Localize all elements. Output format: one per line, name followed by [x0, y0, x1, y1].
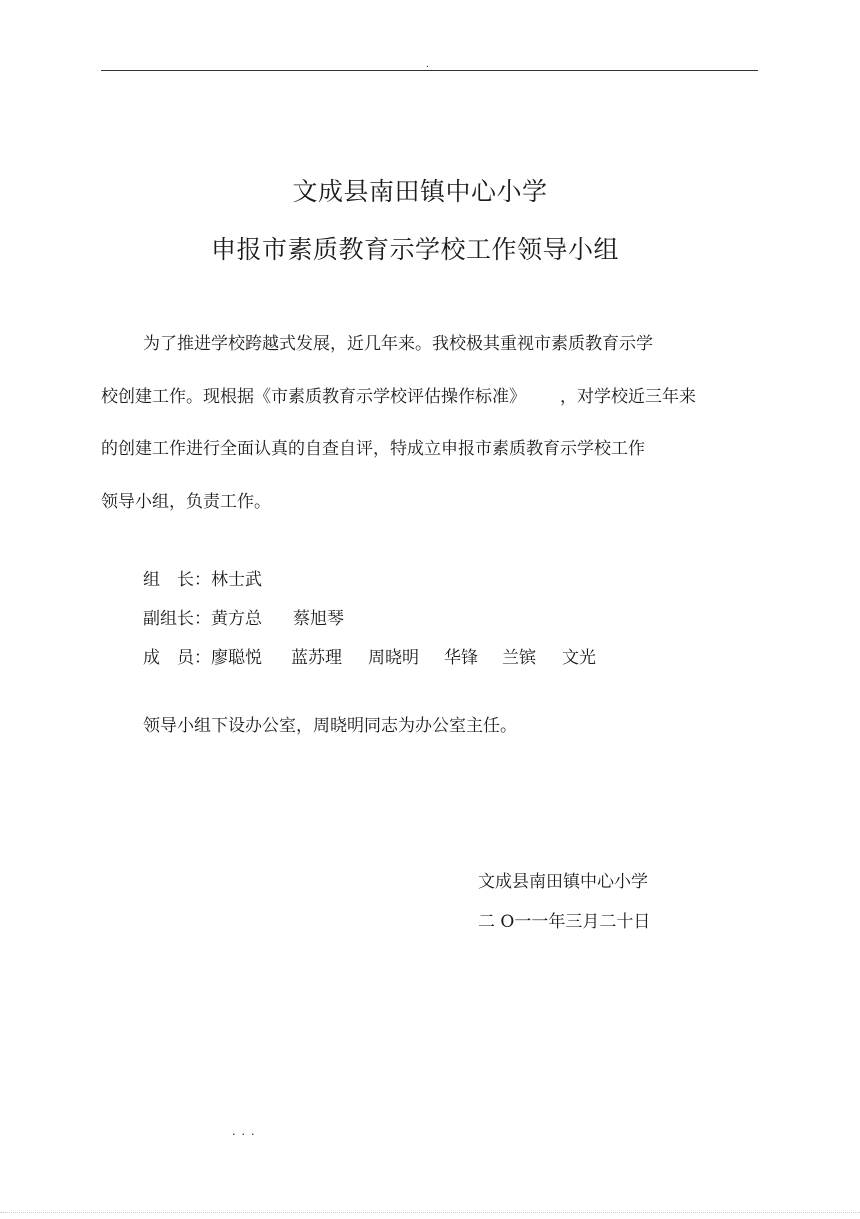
member-name: 兰镔 [502, 648, 536, 668]
body-paragraph-segment: 校创建工作。现根据《市素质教育示学校评估操作标准》 [101, 387, 526, 407]
header-rule [101, 70, 758, 71]
document-title-line2: 申报市素质教育示学校工作领导小组 [210, 235, 619, 264]
signature-org: 文成县南田镇中心小学 [478, 872, 648, 892]
document-title-line1: 文成县南田镇中心小学 [292, 177, 548, 206]
member-name: 蓝苏理 [291, 648, 342, 668]
body-paragraph-line: 为了推进学校跨越式发展，近几年来。我校极其重视市素质教育示学 [143, 334, 653, 354]
member-row [143, 647, 596, 669]
deputy-name: 蔡旭琴 [293, 609, 344, 629]
body-paragraph-line: 的创建工作进行全面认真的自查自评，特成立申报市素质教育示学校工作 [101, 439, 645, 459]
member-name: 廖聪悦 [211, 648, 262, 668]
deputy-label: 副组长： [143, 609, 211, 629]
deputy-row [143, 608, 344, 630]
leader-row [143, 569, 262, 591]
header-dot: . [426, 60, 429, 70]
office-note: 领导小组下设办公室，周晓明同志为办公室主任。 [143, 716, 517, 736]
body-paragraph-line [101, 386, 696, 408]
leader-label: 组 长： [143, 570, 211, 590]
member-label: 成 员： [143, 648, 211, 668]
member-name: 文光 [562, 648, 596, 668]
body-paragraph-line: 领导小组，负责工作。 [101, 492, 271, 512]
deputy-name: 黄方总 [211, 609, 262, 629]
member-name: 周晓明 [368, 648, 419, 668]
page-bottom-rule [0, 1212, 860, 1213]
footer-dots: ... [232, 1125, 261, 1138]
leader-name: 林士武 [211, 570, 262, 590]
member-name: 华锋 [444, 648, 478, 668]
signature-date: 二 O一一年三月二十日 [478, 912, 651, 932]
body-paragraph-segment: ，对学校近三年来 [560, 387, 696, 407]
